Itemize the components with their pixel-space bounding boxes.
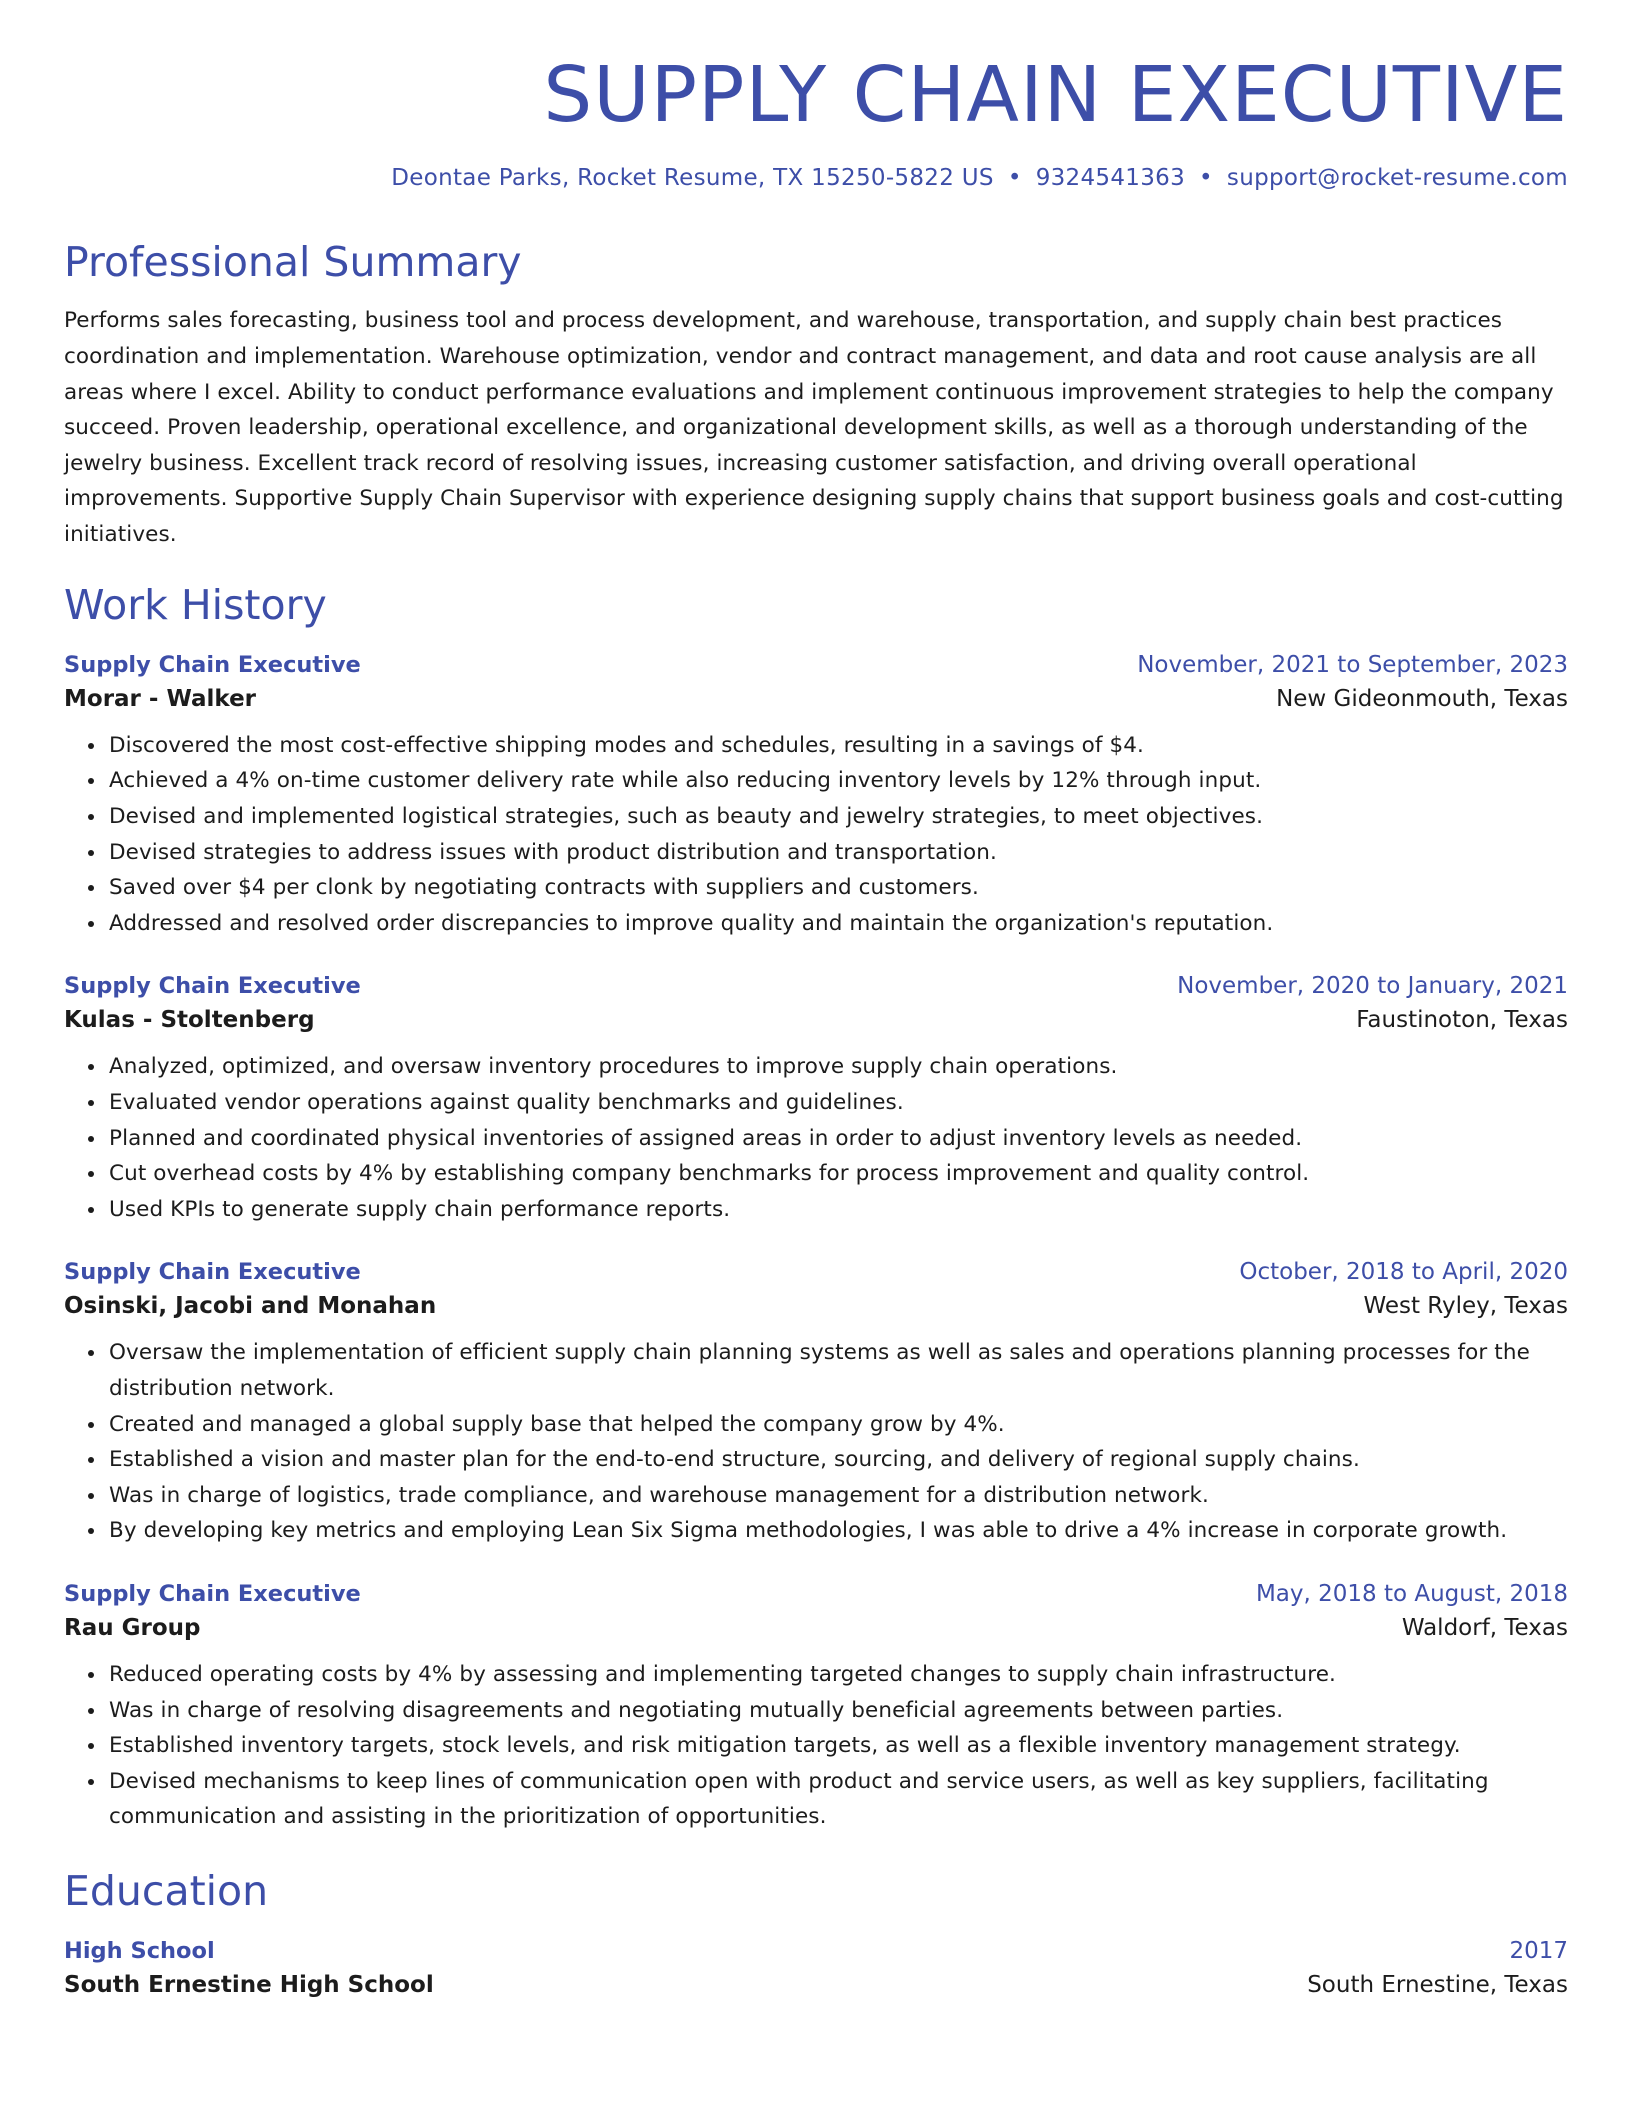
job-employer: Rau Group: [64, 1614, 201, 1641]
job-bullet: • Devised and implemented logistical strategies, such as beauty and jewelry strategies, to meet objectives.: [107, 799, 1568, 835]
job-header-row: [64, 1581, 1568, 1607]
job-bullet: • Analyzed, optimized, and oversaw inventory procedures to improve supply chain operations.: [107, 1049, 1568, 1085]
job-employer: Morar - Walker: [64, 685, 257, 712]
job-bullet: • Created and managed a global supply base that helped the company grow by 4%.: [107, 1407, 1568, 1443]
job-bullets: [64, 1335, 1568, 1549]
contact-separator: •: [1007, 165, 1022, 192]
education-school-row: [64, 1972, 1568, 1998]
job-title: Supply Chain Executive: [64, 651, 361, 678]
job-dates: November, 2020 to January, 2021: [1177, 973, 1568, 1000]
education-degree: High School: [64, 1938, 215, 1965]
work-history-list: [64, 652, 1568, 1835]
job-bullets: [64, 1049, 1568, 1227]
job-bullet: • Used KPIs to generate supply chain performance reports.: [107, 1192, 1568, 1228]
job-bullet: • Planned and coordinated physical inventories of assigned areas in order to adjust inventory levels as needed.: [107, 1121, 1568, 1157]
education-location: South Ernestine, Texas: [1307, 1972, 1568, 1999]
work-history-heading: Work History: [64, 580, 327, 629]
education-heading: Education: [64, 1866, 269, 1915]
job-location: West Ryley, Texas: [1363, 1293, 1568, 1320]
job-entry: [64, 1259, 1568, 1549]
resume-title: SUPPLY CHAIN EXECUTIVE: [543, 51, 1568, 140]
job-header-row: [64, 1259, 1568, 1285]
job-bullet: • Oversaw the implementation of efficient supply chain planning systems as well as sales and operations planning processes for the distribution network.: [107, 1335, 1568, 1406]
job-location: Faustinoton, Texas: [1356, 1007, 1568, 1034]
job-bullet: • Was in charge of resolving disagreements and negotiating mutually beneficial agreements between parties.: [107, 1693, 1568, 1729]
job-title: Supply Chain Executive: [64, 1259, 361, 1286]
job-header-row: [64, 652, 1568, 678]
contact-line: [64, 164, 1568, 194]
education-school: South Ernestine High School: [64, 1972, 434, 1999]
job-bullet: • Discovered the most cost-effective shipping modes and schedules, resulting in a savings of $4.: [107, 728, 1568, 764]
job-bullet: • Reduced operating costs by 4% by assessing and implementing targeted changes to supply chain infrastructure.: [107, 1657, 1568, 1693]
job-bullet: • Established inventory targets, stock levels, and risk mitigation targets, as well as a flexible inventory management strategy.: [107, 1728, 1568, 1764]
job-title: Supply Chain Executive: [64, 1580, 361, 1607]
job-bullet: • Was in charge of logistics, trade compliance, and warehouse management for a distribution network.: [107, 1478, 1568, 1514]
job-bullet: • Evaluated vendor operations against quality benchmarks and guidelines.: [107, 1085, 1568, 1121]
job-employer-row: [64, 1615, 1568, 1641]
contact-phone: 9324541363: [1035, 165, 1186, 192]
job-bullet: • Devised strategies to address issues with product distribution and transportation.: [107, 835, 1568, 871]
job-title: Supply Chain Executive: [64, 973, 361, 1000]
job-bullets: [64, 728, 1568, 942]
job-location: Waldorf, Texas: [1401, 1614, 1568, 1641]
education-entry: [64, 1938, 1568, 1998]
job-bullet: • By developing key metrics and employing Lean Six Sigma methodologies, I was able to drive a 4% increase in corporate growth.: [107, 1513, 1568, 1549]
summary-text: Performs sales forecasting, business tool and process development, and warehouse, transportation, and supply chain best practices coordination and implementation. Warehouse optimization, vendor and contract management, and data and root cause analysis are all areas where I excel. Ability to conduct performance evaluations and implement continuous improvement strategies to help the company succeed. Proven leadership, operational excellence, and organizational development skills, as well as a thorough understanding of the jewelry business. Excellent track record of resolving issues, increasing customer satisfaction, and driving overall operational improvements. Supportive Supply Chain Supervisor with experience designing supply chains that support business goals and cost-cutting initiatives.: [64, 308, 1564, 548]
job-employer-row: [64, 1293, 1568, 1319]
contact-separator: •: [1199, 165, 1213, 192]
contact-address: Deontae Parks, Rocket Resume, TX 15250-5822 US: [391, 165, 994, 192]
job-bullet: • Devised mechanisms to keep lines of communication open with product and service users, as well as key suppliers, facilitating communication and assisting in the prioritization of opportunities.: [107, 1764, 1568, 1835]
job-entry: [64, 652, 1568, 942]
job-bullets: [64, 1657, 1568, 1835]
contact-email[interactable]: support@rocket-resume.com: [1226, 165, 1568, 192]
job-employer: Osinski, Jacobi and Monahan: [64, 1293, 437, 1320]
job-entry: [64, 1581, 1568, 1835]
summary-heading: Professional Summary: [64, 238, 522, 287]
job-employer-row: [64, 686, 1568, 712]
job-bullet: • Saved over $4 per clonk by negotiating contracts with suppliers and customers.: [107, 870, 1568, 906]
job-location: New Gideonmouth, Texas: [1276, 685, 1568, 712]
job-employer-row: [64, 1007, 1568, 1033]
job-bullet: • Cut overhead costs by 4% by establishing company benchmarks for process improvement and quality control.: [107, 1156, 1568, 1192]
job-dates: October, 2018 to April, 2020: [1239, 1259, 1568, 1286]
education-year: 2017: [1509, 1938, 1568, 1965]
education-header-row: [64, 1938, 1568, 1964]
job-dates: May, 2018 to August, 2018: [1255, 1580, 1568, 1607]
job-entry: [64, 973, 1568, 1227]
job-header-row: [64, 973, 1568, 999]
job-dates: November, 2021 to September, 2023: [1137, 651, 1568, 678]
job-bullet: • Addressed and resolved order discrepancies to improve quality and maintain the organization's reputation.: [107, 906, 1568, 942]
job-bullet: • Established a vision and master plan for the end-to-end structure, sourcing, and delivery of regional supply chains.: [107, 1442, 1568, 1478]
job-bullet: • Achieved a 4% on-time customer delivery rate while also reducing inventory levels by 12% through input.: [107, 763, 1568, 799]
job-employer: Kulas - Stoltenberg: [64, 1007, 315, 1034]
